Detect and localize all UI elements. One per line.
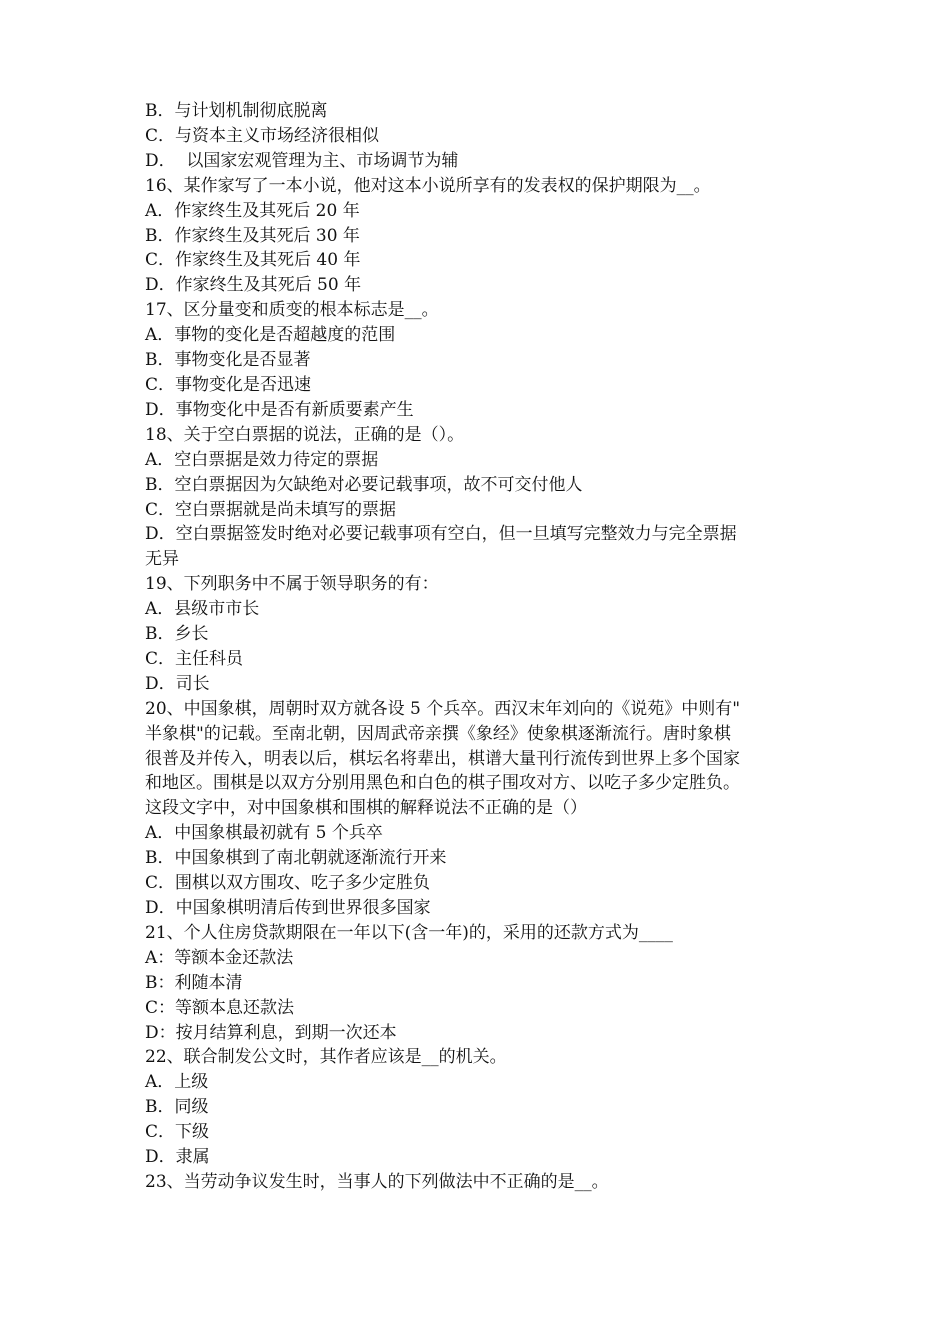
question-23: 23、当劳动争议发生时，当事人的下列做法中不正确的是__。 — [145, 1171, 609, 1192]
option-line: C．主任科员 — [145, 648, 244, 669]
option-line: C．事物变化是否迅速 — [145, 374, 312, 395]
option-line: A．空白票据是效力待定的票据 — [145, 449, 379, 470]
question-20: 20、中国象棋，周朝时双方就各设 5 个兵卒。西汉末年刘向的《说苑》中则有" — [145, 698, 741, 719]
option-line: A：等额本金还款法 — [145, 947, 294, 968]
document-body — [145, 99, 820, 1195]
option-line: A．上级 — [145, 1072, 209, 1093]
question-21: 21、个人住房贷款期限在一年以下(含一年)的，采用的还款方式为____ — [145, 922, 673, 943]
question-19: 19、下列职务中不属于领导职务的有： — [145, 574, 439, 595]
option-line: B．与计划机制彻底脱离 — [145, 101, 328, 121]
option-line: C．下级 — [145, 1122, 210, 1143]
option-line: B．中国象棋到了南北朝就逐渐流行开来 — [145, 848, 447, 869]
option-line: D．作家终生及其死后 50 年 — [145, 275, 362, 296]
option-line: B：利随本清 — [145, 972, 243, 993]
option-line-continued: 无异 — [145, 549, 179, 570]
option-line: B．乡长 — [145, 624, 209, 645]
option-line: C．作家终生及其死后 40 年 — [145, 250, 361, 271]
question-20-text: 半象棋"的记载。至南北朝，因周武帝亲撰《象经》使象棋逐渐流行。唐时象棋 — [145, 723, 731, 744]
option-line: B．作家终生及其死后 30 年 — [145, 225, 360, 246]
question-22: 22、联合制发公文时，其作者应该是__的机关。 — [145, 1047, 507, 1068]
option-line: B．事物变化是否显著 — [145, 350, 311, 371]
option-line: A．作家终生及其死后 20 年 — [145, 200, 360, 221]
option-line: D．空白票据签发时绝对必要记载事项有空白，但一旦填写完整效力与完全票据 — [145, 524, 737, 545]
option-line: B．空白票据因为欠缺绝对必要记载事项，故不可交付他人 — [145, 474, 583, 495]
option-line: D．事物变化中是否有新质要素产生 — [145, 399, 414, 420]
question-20-text: 很普及并传入，明表以后，棋坛名将辈出，棋谱大量刊行流传到世界上多个国家 — [145, 748, 740, 769]
option-line: C．与资本主义市场经济很相似 — [145, 125, 380, 146]
option-line: D． 以国家宏观管理为主、市场调节为辅 — [145, 150, 459, 171]
option-line: B．同级 — [145, 1097, 209, 1118]
option-line: A．县级市市长 — [145, 599, 260, 620]
question-17: 17、区分量变和质变的根本标志是__。 — [145, 300, 439, 321]
option-line: A．中国象棋最初就有 5 个兵卒 — [145, 823, 383, 844]
option-line: C．空白票据就是尚未填写的票据 — [145, 499, 397, 520]
option-line: D．中国象棋明清后传到世界很多国家 — [145, 898, 431, 918]
question-16: 16、某作家写了一本小说，他对这本小说所享有的发表权的保护期限为__。 — [145, 175, 711, 196]
question-20-text: 和地区。围棋是以双方分别用黑色和白色的棋子围攻对方、以吃子多少定胜负。 — [145, 773, 740, 794]
option-line: D．隶属 — [145, 1147, 210, 1168]
option-line: C：等额本息还款法 — [145, 997, 295, 1018]
question-20-text: 这段文字中，对中国象棋和围棋的解释说法不正确的是（） — [145, 798, 587, 819]
question-18: 18、关于空白票据的说法，正确的是（）。 — [145, 424, 465, 445]
option-line: A．事物的变化是否超越度的范围 — [145, 325, 396, 346]
option-line: D：按月结算利息，到期一次还本 — [145, 1022, 397, 1043]
option-line: D．司长 — [145, 673, 210, 694]
option-line: C．围棋以双方围攻、吃子多少定胜负 — [145, 873, 431, 894]
